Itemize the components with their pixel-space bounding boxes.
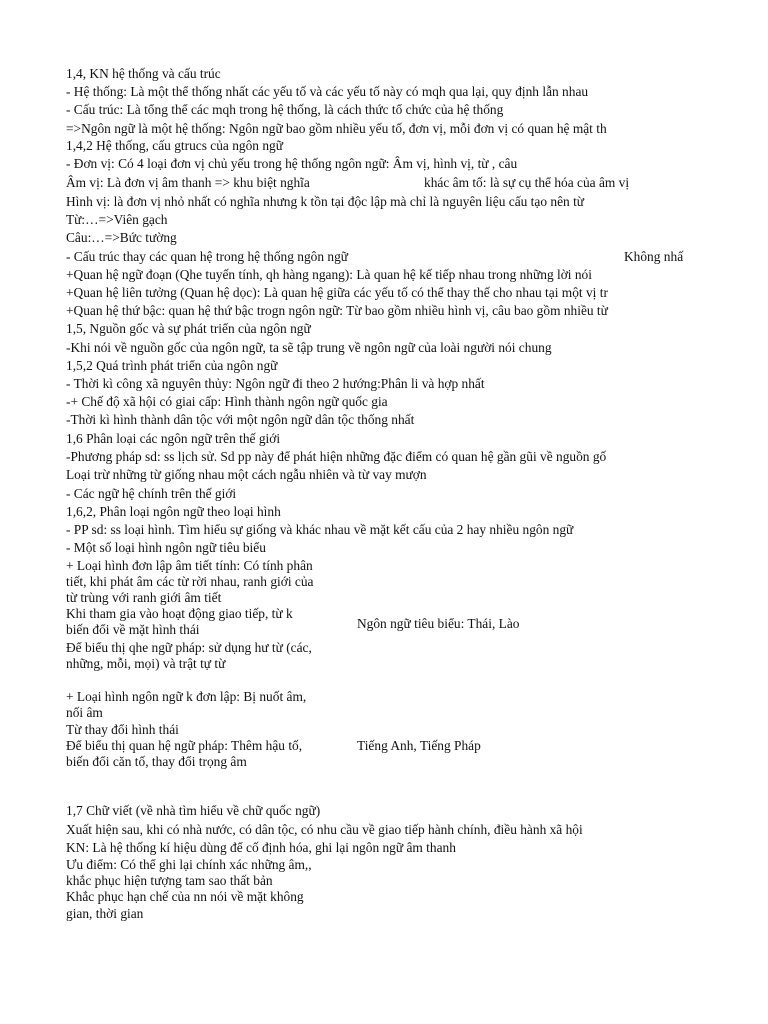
table-cell-text: + Loại hình đơn lập âm tiết tính: Có tính phân — [66, 558, 313, 573]
text-line: - Hệ thống: Là một thể thống nhất các yếu tố và các yếu tố này có mqh qua lại, quy định lẫn nhau — [66, 84, 589, 99]
text-line: Âm vị: Là đơn vị âm thanh => khu biệt nghĩa — [66, 175, 310, 190]
text-line: - Các ngữ hệ chính trên thế giới — [66, 486, 237, 501]
text-line: -Khi nói về nguồn gốc của ngôn ngữ, ta sẽ tập trung về ngôn ngữ của loài người nói chung — [66, 340, 552, 355]
text-line: -Phương pháp sd: ss lịch sử. Sd pp này để phát hiện những đặc điểm có quan hệ gần gũi về nguồn gố — [66, 449, 607, 464]
table-cell-text: tiết, khi phát âm các từ rời nhau, ranh giới của — [66, 574, 314, 589]
heading-1-5-2: 1,5,2 Quá trình phát triển của ngôn ngữ — [66, 358, 278, 373]
text-line: KN: Là hệ thống kí hiệu dùng để cố định hóa, ghi lại ngôn ngữ âm thanh — [66, 840, 456, 855]
text-line: - Cấu trúc: Là tổng thể các mqh trong hệ thống, là cách thức tổ chức của hệ thống — [66, 102, 504, 117]
heading-1-4: 1,4, KN hệ thống và cấu trúc — [66, 66, 221, 81]
table-cell-example: Tiếng Anh, Tiếng Pháp — [357, 738, 481, 753]
text-line: Câu:…=>Bức tường — [66, 230, 177, 245]
table-cell-text: từ trùng với ranh giới âm tiết — [66, 590, 222, 605]
side-note-khong: Không nhấ — [624, 249, 684, 264]
text-line: Ưu điểm: Có thể ghi lại chính xác những âm,, — [66, 857, 312, 872]
table-cell-text: Để biểu thị quan hệ ngữ pháp: Thêm hậu tố, — [66, 738, 303, 753]
text-line: - Cấu trúc thay các quan hệ trong hệ thống ngôn ngữ — [66, 249, 349, 264]
heading-1-7: 1,7 Chữ viết (về nhà tìm hiểu về chữ quốc ngữ) — [66, 803, 321, 818]
text-line: - Đơn vị: Có 4 loại đơn vị chủ yếu trong hệ thống ngôn ngữ: Âm vị, hình vị, từ , câu — [66, 156, 518, 171]
text-line: gian, thời gian — [66, 906, 144, 921]
heading-1-6: 1,6 Phân loại các ngôn ngữ trên thế giới — [66, 431, 281, 446]
table-cell-text: biến đổi về mặt hình thái — [66, 622, 200, 637]
heading-1-6-2: 1,6,2, Phân loại ngôn ngữ theo loại hình — [66, 504, 281, 519]
heading-1-4-2: 1,4,2 Hệ thống, cấu gtrucs của ngôn ngữ — [66, 138, 283, 153]
text-line: =>Ngôn ngữ là một hệ thống: Ngôn ngữ bao gồm nhiều yếu tố, đơn vị, mỗi đơn vị có quan hệ mật th — [66, 121, 607, 136]
text-line: - Thời kì công xã nguyên thủy: Ngôn ngữ đi theo 2 hướng:Phân li và hợp nhất — [66, 376, 485, 391]
text-line: Từ:…=>Viên gạch — [66, 212, 168, 227]
text-line: -+ Chế độ xã hội có giai cấp: Hình thành ngôn ngữ quốc gia — [66, 394, 388, 409]
table-cell-text: nối âm — [66, 705, 103, 720]
table-cell-example: Ngôn ngữ tiêu biểu: Thái, Lào — [357, 616, 520, 631]
text-line: -Thời kì hình thành dân tộc với một ngôn ngữ dân tộc thống nhất — [66, 412, 415, 427]
text-line: Khắc phục hạn chế của nn nói về mặt không — [66, 889, 304, 904]
text-line: Loại trừ những từ giống nhau một cách ngẫu nhiên và từ vay mượn — [66, 467, 427, 482]
text-line: - PP sd: ss loại hình. Tìm hiểu sự giống và khác nhau về mặt kết cấu của 2 hay nhiều ngôn ngữ — [66, 522, 574, 537]
text-line: Xuất hiện sau, khi có nhà nước, có dân tộc, có nhu cầu về giao tiếp hành chính, điều hành xã hội — [66, 822, 583, 837]
table-cell-text: Từ thay đổi hình thái — [66, 722, 179, 737]
text-line: +Quan hệ ngữ đoạn (Qhe tuyến tính, qh hàng ngang): Là quan hệ kế tiếp nhau trong những lời nói — [66, 267, 592, 282]
text-line: +Quan hệ liên tưởng (Quan hệ dọc): Là quan hệ giữa các yếu tố có thể thay thế cho nhau tại một vị tr — [66, 285, 608, 300]
text-line: khắc phục hiện tượng tam sao thất bản — [66, 873, 273, 888]
side-note-am-to: khác âm tố: là sự cụ thể hóa của âm vị — [424, 175, 630, 190]
table-cell-text: Để biểu thị qhe ngữ pháp: sử dụng hư từ (các, — [66, 640, 312, 655]
text-line: +Quan hệ thứ bậc: quan hệ thứ bậc trogn ngôn ngữ: Từ bao gồm nhiều hình vị, câu bao gồm nhiều từ — [66, 303, 608, 318]
table-cell-text: Khi tham gia vào hoạt động giao tiếp, từ k — [66, 606, 293, 621]
table-cell-text: + Loại hình ngôn ngữ k đơn lập: Bị nuốt âm, — [66, 689, 307, 704]
text-line: - Một số loại hình ngôn ngữ tiêu biểu — [66, 540, 266, 555]
table-cell-text: những, mỗi, mọi) và trật tự từ — [66, 656, 226, 671]
heading-1-5: 1,5, Nguồn gốc và sự phát triển của ngôn ngữ — [66, 321, 311, 336]
table-cell-text: biến đổi căn tố, thay đổi trọng âm — [66, 754, 247, 769]
text-line: Hình vị: là đơn vị nhỏ nhất có nghĩa nhưng k tồn tại độc lập mà chỉ là nguyên liệu cấu tạo nên từ — [66, 194, 585, 209]
